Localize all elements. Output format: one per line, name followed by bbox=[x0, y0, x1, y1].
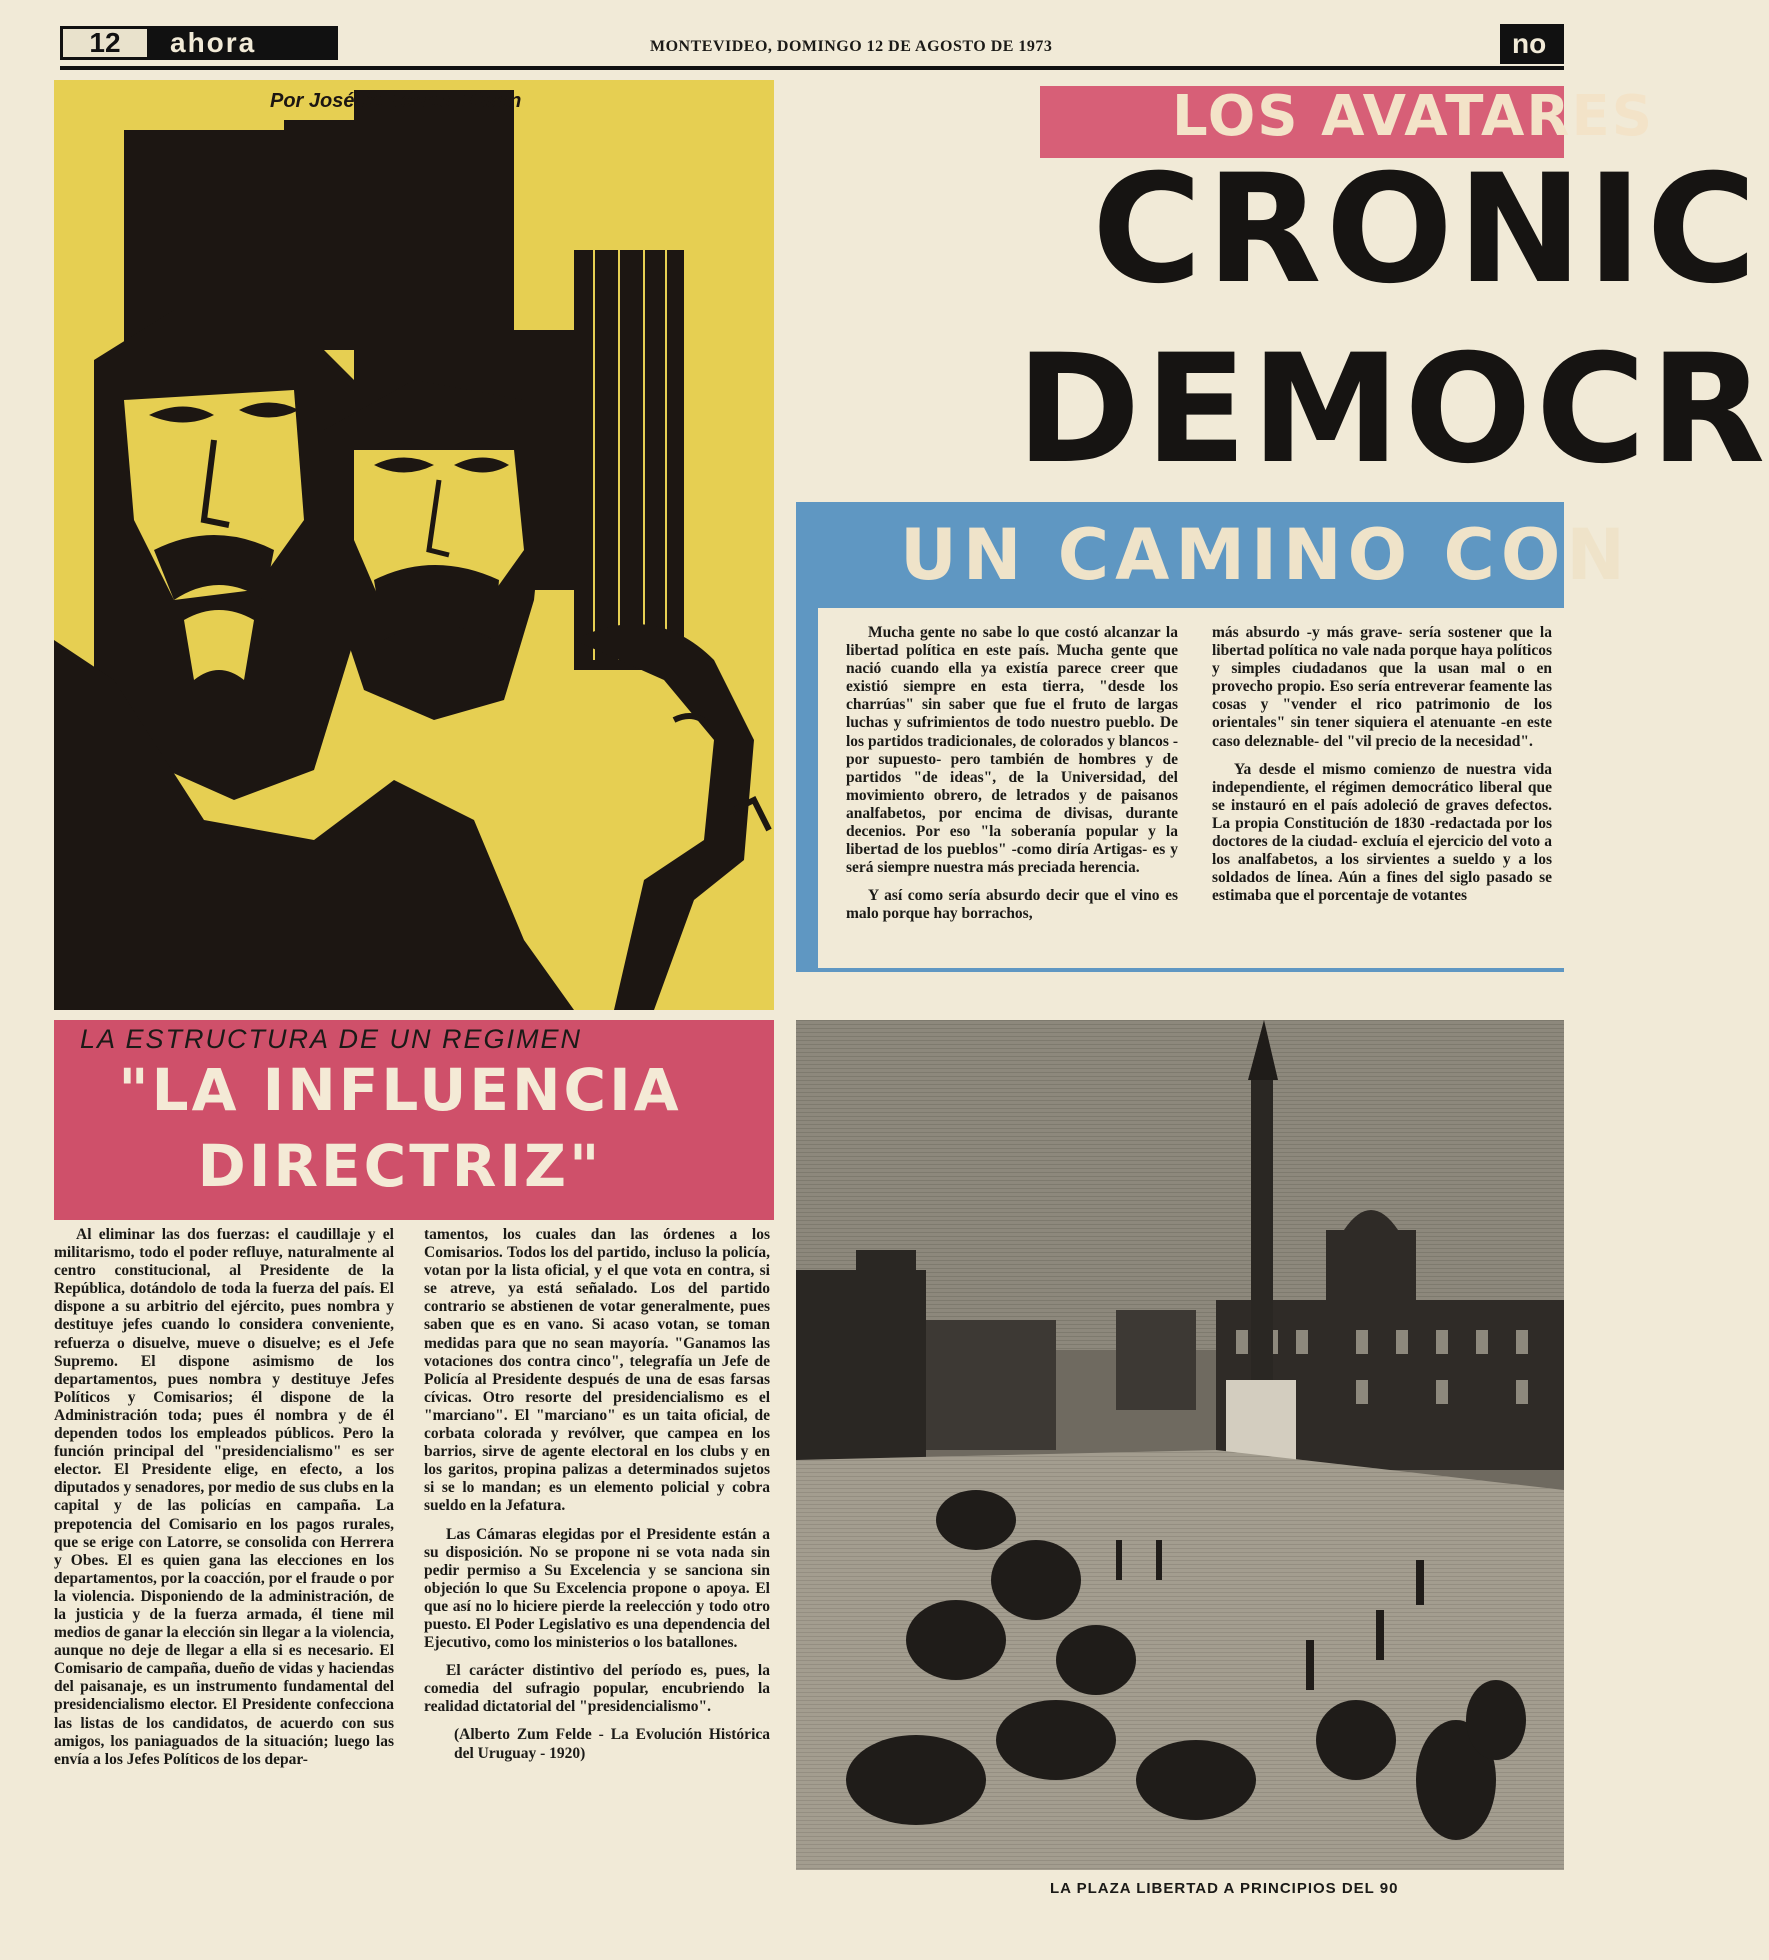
publication-name: ahora bbox=[170, 27, 257, 58]
right-col2-paragraph-2: Ya desde el mismo comienzo de nuestra vida independiente, el régimen democrático liberal que se instauró en el país adoleció de graves defectos. La propia Constitución de 1830 -redactada por los doctores de la ciudad- excluía el ejercicio del voto a los analfabetos, a los sirvientes a sueldo y a los soldados de línea. Aún a fines del siglo pasado se estimaba que el porcentaje de votantes bbox=[1212, 760, 1552, 905]
left-col1-paragraph: Al eliminar las dos fuerzas: el caudillaje y el militarismo, todo el poder refluye, naturalmente al centro constitucional, al Presidente de la República, dotándolo de toda la fuerza del país. El dispone a su arbitrio del ejército, pues nombra y destituye jefes cuando lo considera conveniente, refuerza o disuelve, mueve o disuelve; es el Jefe Supremo. El dispone asimismo de los departamentos, pues nombra y destituye Jefes Políticos y Comisarios; él dispone de la Administración toda; pues él nombra y de él dependen todos los empleados públicos. Pero la función principal del "presidencialismo" es ser elector. El Presidente elige, en efecto, a los diputados y senadores, por medio de sus clubs en la capital y de las policías en campaña. La prepotencia del Comisario en los pagos rurales, que se erige con Latorre, se consolida con Herrera y Obes. El es quien gana las elecciones en los departamentos, por la coacción, por el fraude o por la violencia. Disponiendo de la administración, de la justicia y de la fuerza armada, él tiene mil medios de ganar la elección sin llegar a la violencia, aunque no deje de llegar a ella si es necesario. El Comisario de campaña, dueño de vidas y haciendas del paisanaje, es un instrumento fundamental del presidencialismo elector. El Presidente confecciona las listas de los candidatos, de acuerdo con sus amigos, los paniaguados de la situación; luego las envía a los Jefes Políticos de los depar- bbox=[54, 1226, 394, 1768]
right-col2-paragraph-1: más absurdo -y más grave- sería sostener que la libertad política no vale nada porque haya políticos y simples ciudadanos que la usan mal o en provecho propio. Eso sería entreverar feamente las cosas y "vender el rico patrimonio de los orientales" sin tener siquiera el atenuante -en este caso deleznable- del "vil precio de la necesidad". bbox=[1212, 624, 1552, 750]
left-col2-paragraph-1: tamentos, los cuales dan las órdenes a los Comisarios. Todos los del partido, incluso la policía, votan por la lista oficial, y el que vota en contra, si se atreve, ya está señalado. Los del partido contrario se abstienen de votar generalmente, pues saben que es en vano. Si acaso votan, se toman medidas para que no sean mayoría. "Ganamos las votaciones dos contra cinco", telegrafía un Jefe de Policía al Presidente después de una de esas farsas cívicas. Otro resorte del presidencialismo es el "marciano". El "marciano" es un taita oficial, de corbata colorada y revólver, que campea en los barrios, sirve de agente electoral en los clubs y en los garitos, propina palizas a determinados sujetos si se lo mandan; es un elemento policial y cobra sueldo en la Jefatura. bbox=[424, 1226, 770, 1515]
right-kicker: LOS AVATARES bbox=[1172, 84, 1655, 149]
woodcut-illustration bbox=[54, 80, 774, 1010]
left-headline-line1: "LA INFLUENCIA bbox=[118, 1056, 682, 1124]
right-col1-paragraph-2: Y así como sería absurdo decir que el vino es malo porque hay borrachos, bbox=[846, 887, 1178, 923]
portraits-drawing bbox=[54, 80, 774, 1010]
right-subhead: UN CAMINO CON bbox=[900, 514, 1631, 596]
left-col2-paragraph-3: El carácter distintivo del período es, pues, la comedia del sufragio popular, encubriendo la realidad dictatorial del "presidencialismo". bbox=[424, 1662, 770, 1716]
right-headline-line2: DEMOCR bbox=[1016, 323, 1769, 497]
left-column-2 bbox=[424, 1226, 770, 1773]
masthead-rule bbox=[60, 66, 1564, 70]
left-col2-paragraph-2: Las Cámaras elegidas por el Presidente están a su disposición. No se propone ni se vota nada sin pedir permiso a Su Excelencia y se sanciona sin objeción lo que Su Excelencia propone o apoya. El que así no lo hiciere pierde la reelección y todo otro puesto. El Poder Legislativo es una dependencia del Ejecutivo, como los ministerios o los batallones. bbox=[424, 1525, 770, 1652]
page-number: 12 bbox=[63, 29, 147, 57]
dateline: MONTEVIDEO, DOMINGO 12 DE AGOSTO DE 1973 bbox=[650, 38, 1053, 55]
left-headline bbox=[80, 1052, 720, 1204]
right-headline-line1: CRONIC bbox=[1092, 143, 1761, 317]
right-column-1 bbox=[846, 624, 1178, 934]
left-kicker: LA ESTRUCTURA DE UN REGIMEN bbox=[80, 1024, 583, 1054]
next-page-corner: no bbox=[1500, 24, 1564, 64]
plaza-drawing bbox=[796, 1020, 1564, 1870]
left-column-1 bbox=[54, 1226, 394, 1779]
plaza-engraving bbox=[796, 1020, 1564, 1870]
citation: (Alberto Zum Felde - La Evolución Histórica del Uruguay - 1920) bbox=[454, 1726, 770, 1762]
left-headline-line2: DIRECTRIZ" bbox=[197, 1132, 603, 1200]
right-column-2 bbox=[1212, 624, 1552, 915]
photo-caption: LA PLAZA LIBERTAD A PRINCIPIOS DEL 90 bbox=[1050, 1880, 1399, 1897]
byline: Por José de Torres Wilson bbox=[270, 90, 522, 112]
right-col1-paragraph-1: Mucha gente no sabe lo que costó alcanzar la libertad política en este país. Mucha gente que nació cuando ella ya existía parece creer que existió siempre en esta tierra, "desde los charrúas" sin saber que fue el fruto de largas luchas y sufrimientos de todo nuestro pueblo. De los partidos tradicionales, de colorados y blancos -por supuesto- pero también de hombres y de partidos "de ideas", de la Universidad, del movimiento obrero, de letrados y de paisanos analfabetos, por encima de divisas, durante decenios. Por eso "la soberanía popular y la libertad de los pueblos" -como diría Artigas- es y será siempre nuestra más preciada herencia. bbox=[846, 624, 1178, 877]
